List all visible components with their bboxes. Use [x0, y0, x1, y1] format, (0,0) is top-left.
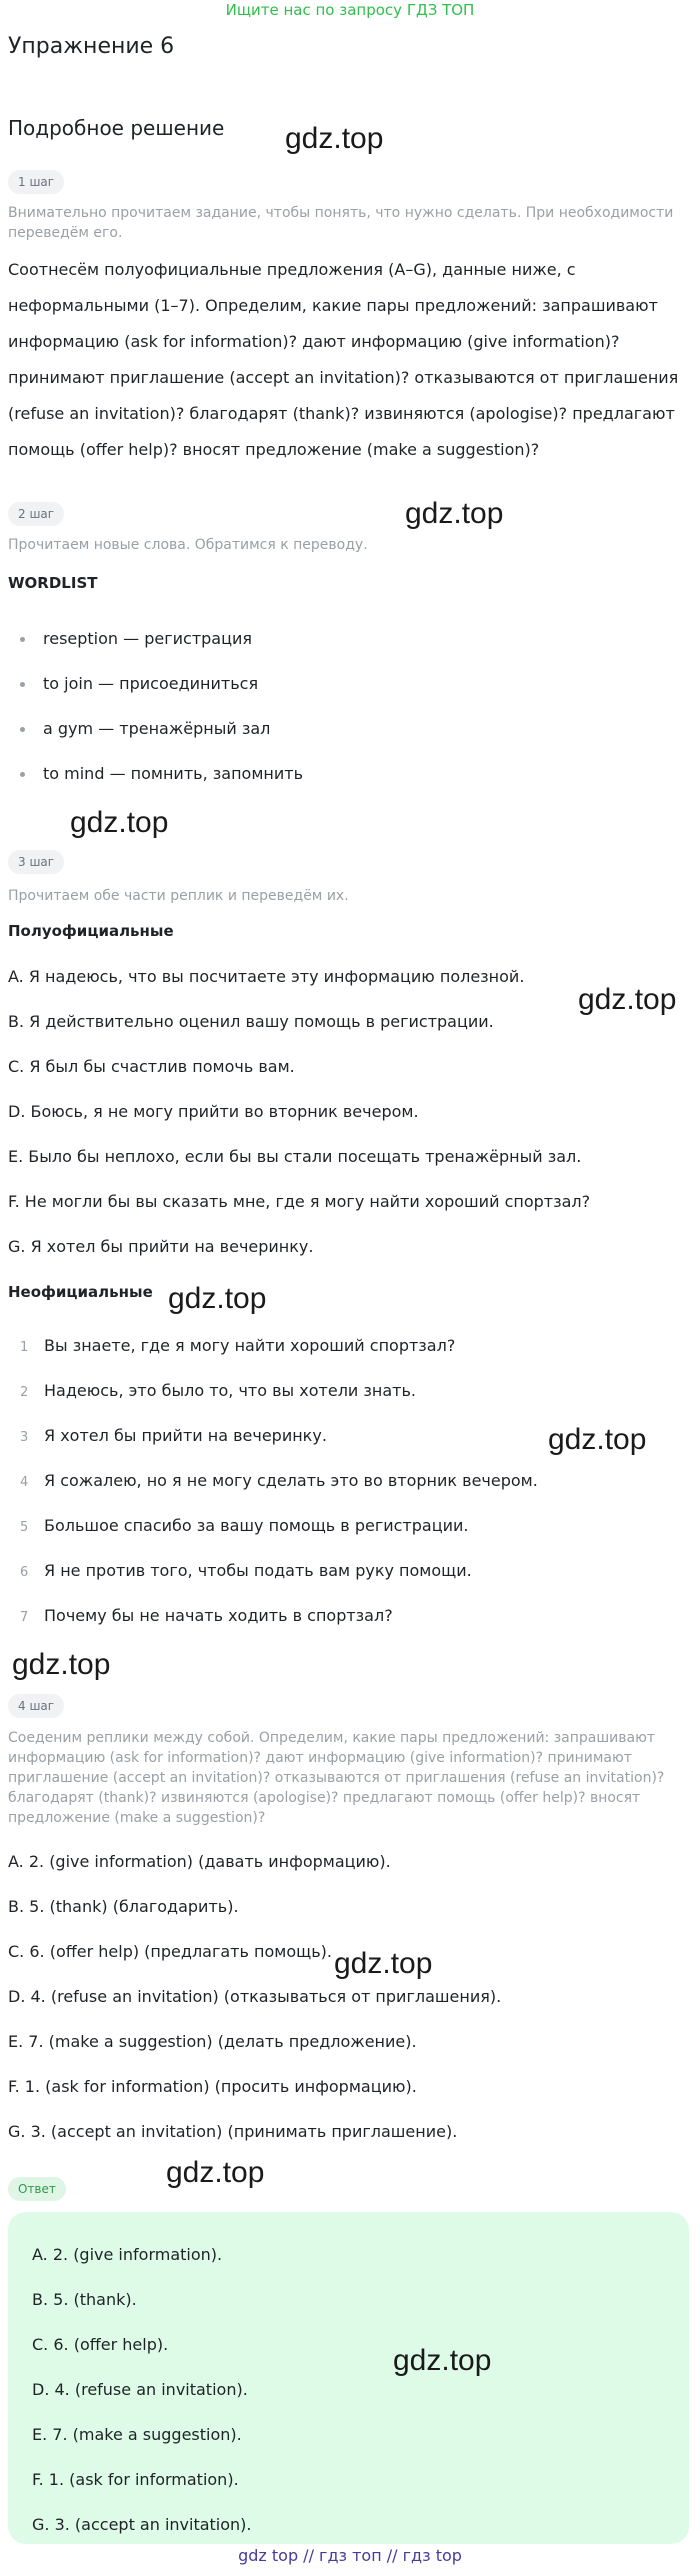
watermark: gdz.top [285, 122, 384, 155]
semi-formal-heading: Полуофициальные [8, 922, 174, 940]
informal-item: 6 Я не против того, чтобы подать вам руку помощи. [20, 1561, 472, 1580]
page-title: Упражнение 6 [8, 34, 175, 59]
pair-item: C. 6. (offer help) (предлагать помощь). [8, 1942, 332, 1961]
step-2-note: Прочитаем новые слова. Обратимся к переводу. [8, 537, 368, 553]
step-1-badge: 1 шаг [8, 170, 64, 194]
watermark: gdz.top [405, 497, 504, 530]
footer-links[interactable]: gdz top // гдз топ // гдз top [238, 2546, 462, 2565]
informal-item: 3 Я хотел бы прийти на вечеринку. [20, 1426, 327, 1445]
semi-formal-item: G. Я хотел бы прийти на вечеринку. [8, 1237, 314, 1256]
watermark: gdz.top [168, 1282, 267, 1315]
wordlist-item: to mind — помнить, запомнить [20, 762, 303, 786]
pair-item: E. 7. (make a suggestion) (делать предложение). [8, 2032, 417, 2051]
step-4-badge: 4 шаг [8, 1694, 64, 1718]
answer-item: B. 5. (thank). [32, 2290, 137, 2309]
search-hint-link[interactable]: Ищите нас по запросу ГДЗ ТОП [225, 1, 475, 19]
step-4-note: Соеденим реплики между собой. Определим, какие пары предложений: запрашивают информацию (ask for information)? дают информацию (give information)? принимают приглашение (accept an invitation)? отказываются от приглашения (refuse an invitation)? благодарят (thank)? извиняются (apologise)? предлагают помощь (offer help)? вносят предложение (make a suggestion)? [8, 1730, 665, 1826]
watermark: gdz.top [334, 1947, 433, 1980]
wordlist-item: to join — присоединиться [20, 672, 258, 696]
watermark: gdz.top [578, 983, 677, 1016]
step-3-badge: 3 шаг [8, 850, 64, 874]
informal-item: 4 Я сожалею, но я не могу сделать это во вторник вечером. [20, 1471, 538, 1490]
semi-formal-item: F. Не могли бы вы сказать мне, где я могу найти хороший спортзал? [8, 1192, 591, 1211]
wordlist-item: reseption — регистрация [20, 627, 252, 651]
pair-item: D. 4. (refuse an invitation) (отказываться от приглашения). [8, 1987, 502, 2006]
answer-item: E. 7. (make a suggestion). [32, 2425, 242, 2444]
informal-item: 7 Почему бы не начать ходить в спортзал? [20, 1606, 393, 1625]
watermark: gdz.top [12, 1648, 111, 1681]
semi-formal-item: E. Было бы неплохо, если бы вы стали посещать тренажёрный зал. [8, 1147, 582, 1166]
answer-badge: Ответ [8, 2177, 66, 2201]
watermark: gdz.top [166, 2156, 265, 2189]
pair-item: F. 1. (ask for information) (просить информацию). [8, 2077, 417, 2096]
answer-item: D. 4. (refuse an invitation). [32, 2380, 248, 2399]
step-1-note: Внимательно прочитаем задание, чтобы понять, что нужно сделать. При необходимости переведём его. [8, 205, 674, 241]
answer-item: A. 2. (give information). [32, 2245, 223, 2264]
step-3-note: Прочитаем обе части реплик и переведём их. [8, 888, 349, 904]
pair-item: G. 3. (accept an invitation) (принимать приглашение). [8, 2122, 458, 2141]
informal-item: 5 Большое спасибо за вашу помощь в регистрации. [20, 1516, 469, 1535]
watermark: gdz.top [70, 806, 169, 839]
answer-item: G. 3. (accept an invitation). [32, 2515, 252, 2534]
watermark: gdz.top [393, 2344, 492, 2377]
wordlist-heading: WORDLIST [8, 574, 98, 592]
informal-item: 1 Вы знаете, где я могу найти хороший спортзал? [20, 1336, 456, 1355]
answer-item: C. 6. (offer help). [32, 2335, 169, 2354]
wordlist-item: a gym — тренажёрный зал [20, 717, 270, 741]
semi-formal-item: D. Боюсь, я не могу прийти во вторник вечером. [8, 1102, 419, 1121]
watermark: gdz.top [548, 1423, 647, 1456]
semi-formal-item: A. Я надеюсь, что вы посчитаете эту информацию полезной. [8, 967, 525, 986]
step-1-text: Соотнесём полуофициальные предложения (A–G), данные ниже, с неформальными (1–7). Определим, какие пары предложений: запрашивают информацию (ask for information)? дают информацию (give information)? принимают приглашение (accept an invitation)? отказываются от приглашения (refuse an invitation)? благодарят (thank)? извиняются (apologise)? предлагают помощь (offer help)? вносят предложение (make a suggestion)? [8, 260, 679, 459]
informal-item: 2 Надеюсь, это было то, что вы хотели знать. [20, 1381, 417, 1400]
pair-item: B. 5. (thank) (благодарить). [8, 1897, 239, 1916]
semi-formal-item: C. Я был бы счастлив помочь вам. [8, 1057, 295, 1076]
answer-item: F. 1. (ask for information). [32, 2470, 239, 2489]
step-2-badge: 2 шаг [8, 502, 64, 526]
informal-heading: Неофициальные [8, 1283, 153, 1301]
section-title: Подробное решение [8, 116, 225, 140]
pair-item: A. 2. (give information) (давать информацию). [8, 1852, 391, 1871]
semi-formal-item: B. Я действительно оценил вашу помощь в регистрации. [8, 1012, 494, 1031]
